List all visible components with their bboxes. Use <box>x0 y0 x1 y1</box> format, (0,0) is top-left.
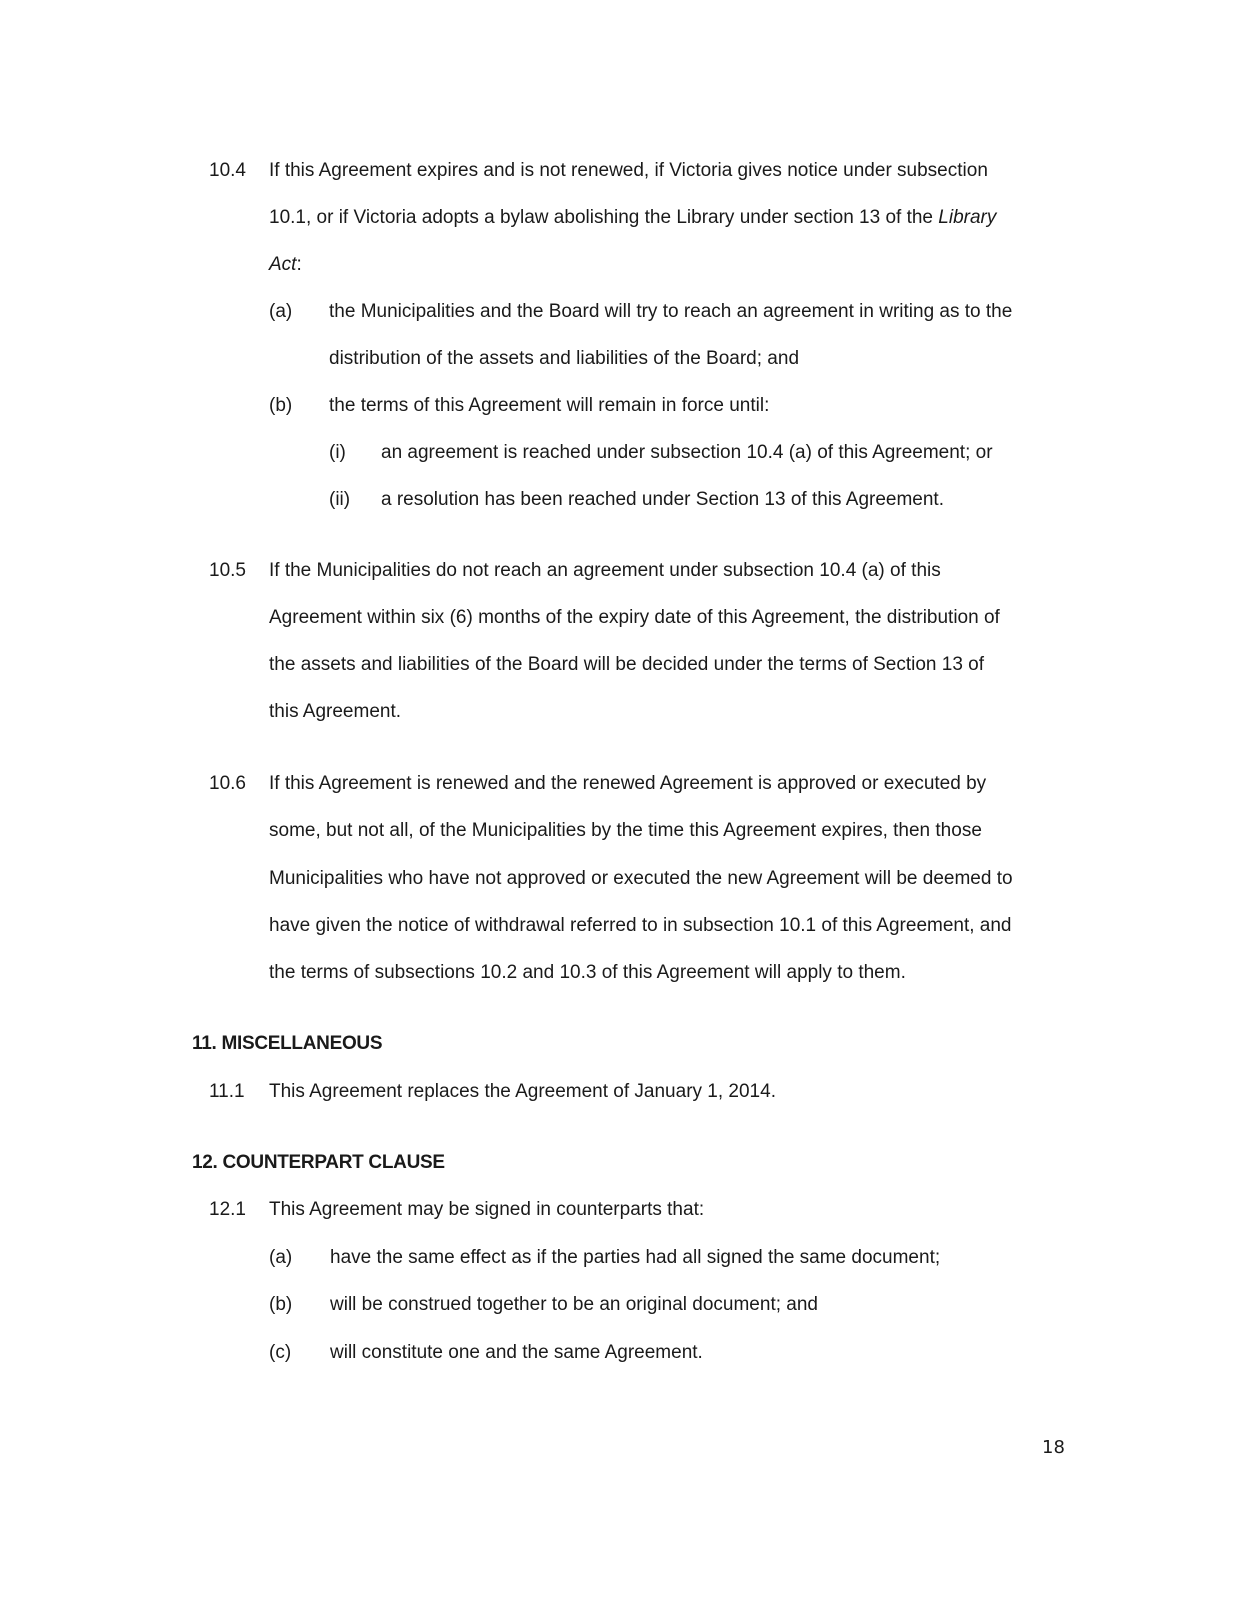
item-text-line: will constitute one and the same Agreement. <box>330 1342 703 1363</box>
clause-text-line: If this Agreement is renewed and the renewed Agreement is approved or executed by <box>269 773 987 794</box>
subitem-label: (i) <box>329 442 346 463</box>
clause-number: 12.1 <box>209 1199 246 1220</box>
clause-text-line: the terms of subsections 10.2 and 10.3 of this Agreement will apply to them. <box>269 962 906 983</box>
item-text-line: will be construed together to be an original document; and <box>330 1294 818 1315</box>
clause-text-line: Act: <box>269 254 302 275</box>
item-label: (b) <box>269 395 293 416</box>
item-label: (a) <box>269 1247 293 1268</box>
item-text-line: distribution of the assets and liabilities of the Board; and <box>329 348 800 369</box>
section-heading: 12. COUNTERPART CLAUSE <box>192 1152 445 1173</box>
subitem-label: (ii) <box>329 489 351 510</box>
item-label: (c) <box>269 1342 292 1363</box>
clause-text-line: some, but not all, of the Municipalities by the time this Agreement expires, then those <box>269 820 982 841</box>
clause-number: 10.4 <box>209 160 246 181</box>
clause-text-line: Agreement within six (6) months of the expiry date of this Agreement, the distribution of <box>269 607 1000 628</box>
clause-text-line: This Agreement may be signed in counterparts that: <box>269 1199 705 1220</box>
subitem-text: an agreement is reached under subsection 10.4 (a) of this Agreement; or <box>381 442 993 463</box>
clause-text-line: have given the notice of withdrawal referred to in subsection 10.1 of this Agreement, and <box>269 915 1012 936</box>
clause-text-line: the assets and liabilities of the Board will be decided under the terms of Section 13 of <box>269 654 985 675</box>
clause-number: 10.5 <box>209 560 246 581</box>
clause-number: 10.6 <box>209 773 246 794</box>
page-number: 18 <box>1042 1437 1065 1458</box>
subitem-text: a resolution has been reached under Section 13 of this Agreement. <box>381 489 944 510</box>
clause-text-line: 10.1, or if Victoria adopts a bylaw abolishing the Library under section 13 of the Library <box>269 207 997 228</box>
item-text-line: have the same effect as if the parties had all signed the same document; <box>330 1247 941 1268</box>
item-label: (a) <box>269 301 293 322</box>
item-label: (b) <box>269 1294 293 1315</box>
clause-text-line: Municipalities who have not approved or executed the new Agreement will be deemed to <box>269 868 1013 889</box>
clause-text-line: If the Municipalities do not reach an agreement under subsection 10.4 (a) of this <box>269 560 941 581</box>
item-text-line: the terms of this Agreement will remain in force until: <box>329 395 770 416</box>
item-text-line: the Municipalities and the Board will try to reach an agreement in writing as to the <box>329 301 1013 322</box>
clause-number: 11.1 <box>209 1081 245 1102</box>
clause-text-line: this Agreement. <box>269 701 402 722</box>
clause-text-line: If this Agreement expires and is not renewed, if Victoria gives notice under subsection <box>269 160 988 181</box>
section-heading: 11. MISCELLANEOUS <box>192 1033 383 1054</box>
clause-text-line: This Agreement replaces the Agreement of January 1, 2014. <box>269 1081 776 1102</box>
